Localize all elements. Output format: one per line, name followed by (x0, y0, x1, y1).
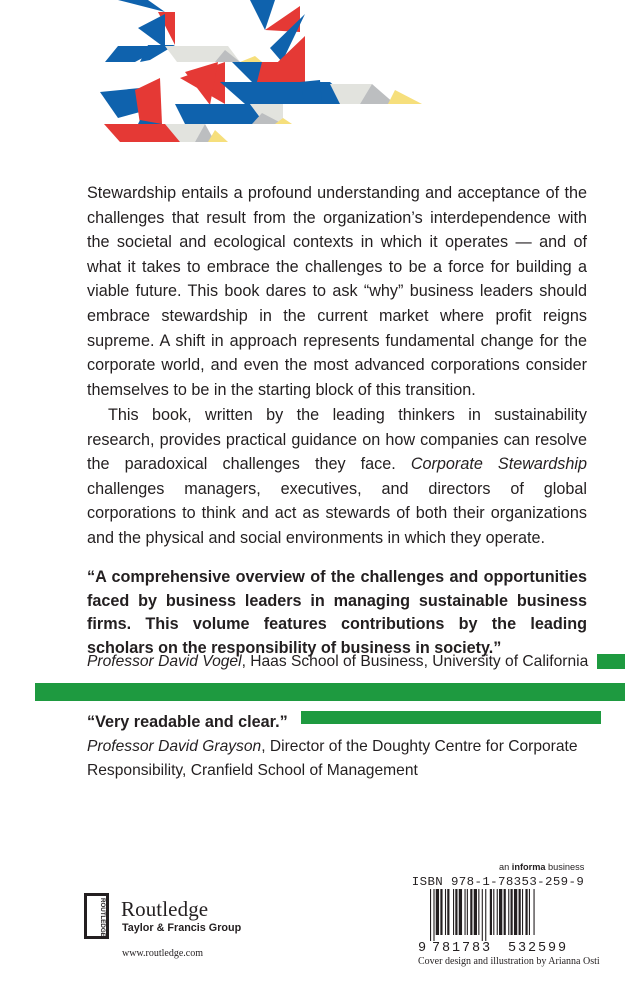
barcode-bar (497, 889, 498, 935)
endorsement-attribution-1 (87, 650, 597, 674)
barcode-bar (499, 889, 502, 935)
barcode-bar (440, 889, 442, 935)
barcode-bar (453, 889, 454, 935)
barcode-bar (467, 889, 468, 935)
endorser-name-1: Professor David Vogel (87, 653, 242, 670)
barcode-bar (447, 889, 449, 935)
svg-text:9: 9 (418, 941, 427, 955)
blurb-paragraph-2-end: challenges managers, executives, and directors of global corporations to think and act as stewards of both their organizations and the physical and social environments in which they operate. (87, 479, 587, 547)
book-title-italic: Corporate Stewardship (410, 455, 587, 474)
svg-text:ROUTLEDGE: ROUTLEDGE (99, 898, 106, 937)
barcode-bar (508, 889, 509, 935)
barcode-bar (529, 889, 530, 935)
publisher-url: www.routledge.com (122, 948, 203, 959)
endorsement-quote-1: “A comprehensive overview of the challenges and opportunities faced by business leaders in managing sustainable business firms. This volume features contributions by the leading scholars on the responsibility of business in society.” (87, 568, 587, 657)
barcode-bar (445, 889, 446, 935)
endorser-affiliation-2: , Director of the Doughty Centre for Corporate Responsibility, Cranfield School of Management (87, 738, 578, 779)
barcode-bar (459, 889, 462, 935)
endorser-name-2: Professor David Grayson (87, 738, 262, 755)
barcode-bar (493, 889, 494, 935)
barcode-bar (478, 889, 479, 935)
svg-text:532599: 532599 (508, 941, 569, 955)
blurb-paragraph-1: Stewardship entails a profound understanding and acceptance of the challenges that result from the organization’s interdependence with the societal and ecological contexts in which it operates — and of what it takes to embrace the challenges to be a force for building a viable future. This book dares to ask “why” business leaders should embrace stewardship in the current market where profit reigns supreme. A shift in approach represents fundamental change for the corporate world, and even the most advanced corporations consider themselves to be in the starting block of this transition. (87, 184, 587, 399)
barcode-bar (519, 889, 521, 935)
barcode-bar (455, 889, 457, 935)
barcode-bar (511, 889, 513, 935)
barcode-bar (465, 889, 466, 935)
barcode-bar (433, 889, 434, 941)
barcode-bar (436, 889, 439, 935)
blurb-paragraph-2-start: This book, written by the leading thinkers in sustainability research, provides practical guidance on how companies can resolve the paradoxical challenges they face. (87, 406, 587, 474)
endorsement-quote-2: “Very readable and clear.” (87, 713, 288, 731)
informa-business-tag: an informa business (499, 862, 585, 872)
blurb-paragraph-2 (87, 403, 587, 551)
barcode-bar (525, 889, 527, 935)
barcode-bar (534, 889, 535, 935)
geometric-cover-illustration (0, 0, 625, 160)
endorsement-attribution-2 (87, 735, 607, 782)
routledge-logo (84, 893, 109, 939)
barcode-bar (485, 889, 486, 941)
barcode-bar (482, 889, 483, 941)
svg-text:781783: 781783 (432, 941, 493, 955)
endorser-affiliation-1: , Haas School of Business, University of California (241, 653, 589, 670)
barcode-bar (504, 889, 506, 935)
isbn-barcode (418, 889, 588, 955)
barcode-bar (514, 889, 517, 935)
barcode-bar (474, 889, 477, 935)
publisher-name: Routledge (121, 897, 209, 921)
barcode-bar (490, 889, 492, 935)
barcode-bar (522, 889, 523, 935)
cover-credit: Cover design and illustration by Arianna Osti (418, 956, 600, 967)
green-accent-bar-right (597, 654, 625, 669)
green-accent-bar-wide (35, 683, 625, 701)
barcode-bar (470, 889, 472, 935)
isbn-label: ISBN 978-1-78353-259-9 (411, 875, 585, 889)
publisher-group: Taylor & Francis Group (122, 922, 242, 934)
barcode-bar (430, 889, 431, 941)
